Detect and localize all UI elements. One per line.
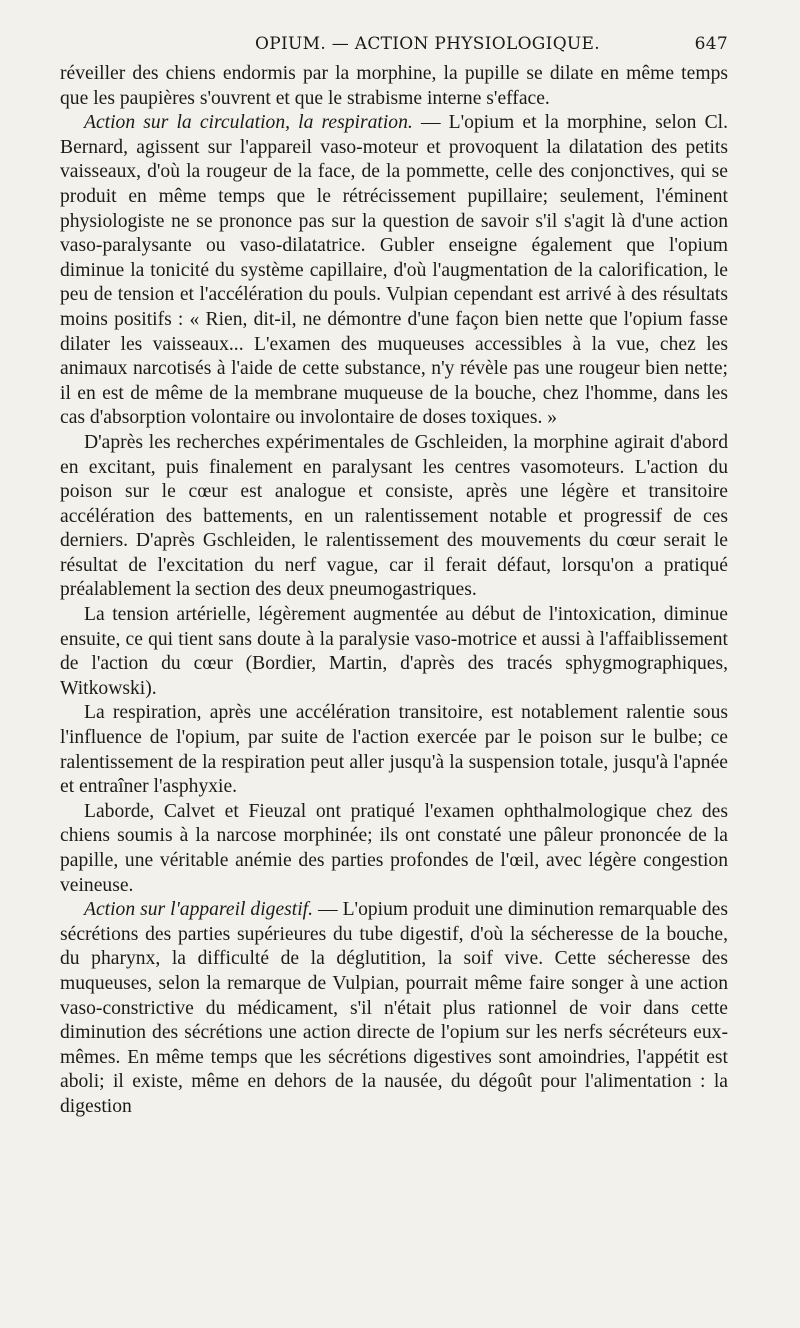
page-header [60,30,728,56]
paragraph-text: Laborde, Calvet et Fieuzal ont pratiqué l'examen ophthalmologique chez des chiens soumis à la narcose morphinée; ils ont constaté une pâleur prononcée de la papille, une véritable anémie des parties profondes de l'œil, avec légère congestion veineuse. [60,800,728,896]
paragraph-continuation [60,62,728,111]
paragraph-text: D'après les recherches expérimentales de Gschleiden, la morphine agirait d'abord en excitant, puis finalement en paralysant les centres vasomoteurs. L'action du poison sur le cœur est analogue et consiste, après une légère et transitoire accélération des battements, en un ralentissement notable et progressif de ces derniers. D'après Gschleiden, le ralentissement des mouvements du cœur serait le résultat de l'excitation du nerf vague, car il ferait défaut, lorsqu'on a pratiqué préalablement la section des deux pneumogastriques. [60,431,728,601]
paragraph-gschleiden [60,431,728,603]
running-head: OPIUM. — ACTION PHYSIOLOGIQUE. [255,34,600,54]
paragraph-text: La tension artérielle, légèrement augmentée au début de l'intoxication, diminue ensuite, ce qui tient sans doute à la paralysie vaso-motrice et aussi à l'affaiblissement de l'action du cœur (Bordier, Martin, d'après des tracés sphygmographiques, Witkowski). [60,604,728,699]
paragraph-text: — L'opium produit une diminution remarquable des sécrétions des parties supérieures du tube digestif, d'où la sécheresse de la bouche, du pharynx, la difficulté de la déglutition, la soif vive. Cette sécheresse des muqueuses, selon la remarque de Vulpian, pourrait même faire songer à une action vaso-constrictive du médicament, s'il n'était plus rationnel de voir dans cette diminution des sécrétions une action directe de l'opium sur les nerfs sécréteurs eux-mêmes. En même temps que les sécrétions digestives sont amoindries, l'appétit est aboli; il existe, même en dehors de la nausée, du dégoût pour l'alimentation : la digestion [60,899,728,1117]
paragraph-circulation [60,111,728,431]
paragraph-text: La respiration, après une accélération transitoire, est notablement ralentie sous l'influence de l'opium, par suite de l'action exercée par le poison sur le bulbe; ce ralentissement de la respiration peut aller jusqu'à la suspension totale, jusqu'à l'apnée et entraîner l'asphyxie. [60,702,728,798]
page-number: 647 [694,34,728,54]
paragraph-text: réveiller des chiens endormis par la morphine, la pupille se dilate en même temps que les paupières s'ouvrent et que le strabisme interne s'efface. [60,63,728,109]
body-text [60,62,728,1120]
paragraph-respiration [60,701,728,799]
section-heading-digestive: Action sur l'appareil digestif. [84,899,314,921]
paragraph-ophthalmology [60,800,728,898]
paragraph-text: — L'opium et la morphine, selon Cl. Bernard, agissent sur l'appareil vaso-moteur et provoquent la dilatation des petits vaisseaux, d'où la rougeur de la face, de la pommette, celle des conjonctives, qui se produit en même temps que le rétrécissement pupillaire; seulement, l'éminent physiologiste ne se prononce pas sur la question de savoir s'il s'agit là d'une action vaso-paralysante ou vaso-dilatatrice. Gubler enseigne également que l'opium diminue la tonicité du système capillaire, d'où l'augmentation de la calorification, le peu de tension et l'accélération du pouls. Vulpian cependant est arrivé à des résultats moins positifs : « Rien, dit-il, ne démontre d'une façon bien nette que l'opium fasse dilater les vaisseaux... L'examen des muqueuses accessibles à la vue, chez les animaux narcotisés à l'aide de cette substance, n'y révèle pas une rougeur bien nette; il en est de même de la membrane muqueuse de la bouche, chez l'homme, dans les cas d'absorption volontaire ou involontaire de doses toxiques. » [60,112,728,429]
section-heading-circulation: Action sur la circulation, la respiration. [84,112,413,134]
paragraph-tension [60,603,728,701]
paragraph-digestive [60,898,728,1119]
